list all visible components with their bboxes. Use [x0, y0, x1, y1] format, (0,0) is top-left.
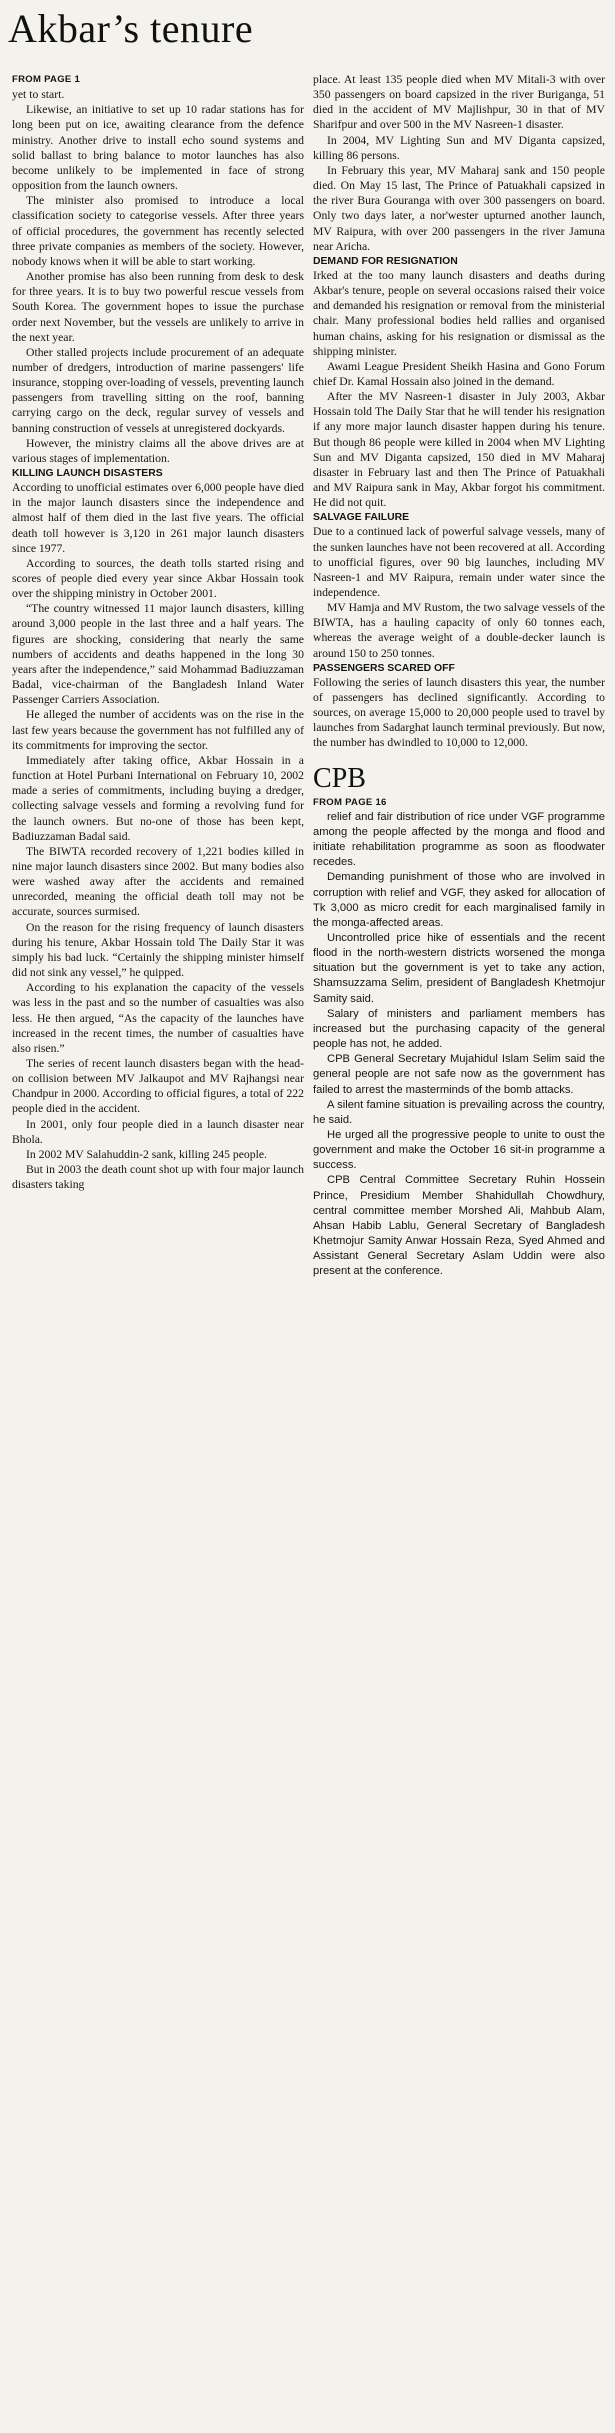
paragraph: According to sources, the death tolls started rising and scores of people died every year since Akbar Hossain took over the shipping ministry in October 2001.	[12, 556, 304, 601]
paragraph: In February this year, MV Maharaj sank and 150 people died. On May 15 last, The Prince of Patuakhali capsized in the river Bura Gouranga with over 300 passengers on board. Only two days later, a nor'wester upturned another launch, MV Raipura, with over 200 passengers in the river Jamuna near Aricha.	[313, 163, 605, 253]
paragraph: Due to a continued lack of powerful salvage vessels, many of the sunken launches have not been recovered at all. According to unofficial figures, over 90 big launches, including MV Nasreen-1 and MV Raipura, remain under water since the independence.	[313, 525, 605, 599]
paragraph: In 2001, only four people died in a launch disaster near Bhola.	[12, 1117, 304, 1146]
subhead-demand-for-resignation: DEMAND FOR RESIGNATION	[313, 255, 458, 267]
subhead-salvage-failure: SALVAGE FAILURE	[313, 512, 410, 524]
paragraph: Salary of ministers and parliament members has increased but the purchasing capacity of the general people has not, he added.	[313, 1007, 605, 1051]
cpb-body	[313, 810, 605, 1280]
paragraph: However, the ministry claims all the above drives are at various stages of implementation.	[12, 436, 304, 465]
paragraph: yet to start.	[12, 88, 65, 102]
paragraph: The minister also promised to introduce a local classification society to categorise vessels. After three years of official procedures, the government has recently selected three private companies as members of the society. However, nobody knows when it will be able to start working.	[12, 194, 304, 268]
paragraph: But in 2003 the death count shot up with four major launch disasters taking	[12, 1163, 304, 1192]
paragraph: CPB General Secretary Mujahidul Islam Selim said the general people are not safe now as the government has failed to arrest the masterminds of the bomb attacks.	[313, 1053, 605, 1096]
paragraph: On the reason for the rising frequency of launch disasters during his tenure, Akbar Hossain told The Daily Star it was simply his bad luck. “Certainly the shipping minister himself did not sink any vessel,” he quipped.	[12, 920, 304, 980]
paragraph: According to his explanation the capacity of the vessels was less in the past and so the number of casualties was also less. He then argued, “As the capacity of the launches have increased in the recent times, the number of casualties have also risen.”	[12, 981, 304, 1055]
paragraph: He alleged the number of accidents was on the rise in the last few years because the government has not fulfilled any of its commitments for improving the sector.	[12, 708, 304, 752]
dateline: FROM PAGE 1	[12, 74, 81, 85]
paragraph: Following the series of launch disasters this year, the number of passengers has declined significantly. According to sources, on average 15,000 to 20,000 people used to travel by launches from Sadarghat launch terminal previously. But now, the number has dwindled to 10,000 to 12,000.	[313, 675, 605, 750]
paragraph: The series of recent launch disasters began with the head-on collision between MV Jalkaupot and MV Rajhangsi near Chandpur in 2000. According to official figures, a total of 222 people died in the accident.	[12, 1057, 304, 1116]
paragraph: After the MV Nasreen-1 disaster in July 2003, Akbar Hossain told The Daily Star that he will tender his resignation if any more major launch disaster happen during his tenure. But though 86 people were killed in 2004 when MV Lighting Sun and MV Diganta capsized, 150 died in MV Maharaj disaster in February last and then The Prince of Patuakhali and MV Raipura sank in May, Akbar forgot his commitment. He did not quit.	[313, 390, 605, 510]
paragraph: Awami League President Sheikh Hasina and Gono Forum chief Dr. Kamal Hossain also joined in the demand.	[313, 359, 605, 388]
story-column-right	[313, 72, 605, 2427]
paragraph: MV Hamja and MV Rustom, the two salvage vessels of the BIWTA, has a hauling capacity of only 60 tonnes each, whereas the average weight of a double-decker launch is around 150 to 250 tonnes.	[313, 601, 605, 660]
paragraph: Other stalled projects include procurement of an adequate number of dredgers, introduction of marine passengers' life insurance, stopping over-loading of vessels, preventing launch passengers from travelling sitting on the roof, banning carrying cargo on the deck, regular survey of vessels and banning construction of vessels at unregistered dockyards.	[12, 345, 304, 435]
paragraph: A silent famine situation is prevailing across the country, he said.	[313, 1098, 605, 1126]
story-column-left	[12, 72, 304, 2427]
cpb-dateline: FROM PAGE 16	[313, 796, 387, 808]
cpb-story	[313, 763, 605, 1280]
paragraph: Another promise has also been running from desk to desk for three years. It is to buy two powerful rescue vessels from South Korea. The government hopes to issue the purchase order next November, but the vessels are unlikely to arrive in the next year.	[12, 270, 304, 344]
paragraph: Irked at the too many launch disasters and deaths during Akbar's tenure, people on several occasions raised their voice and demanded his resignation or removal from the ministerial chair. Many professional bodies held rallies and organised human chains, asking for his resignation or dismissal as the shipping minister.	[313, 268, 605, 358]
paragraph: According to unofficial estimates over 6,000 people have died in the major launch disasters since the independence and almost half of them died in the last five years. The official death toll however is 3,120 in 261 major launch disasters since 1977.	[12, 481, 304, 555]
paragraph: Uncontrolled price hike of essentials and the recent flood in the north-western districts worsened the monga situation but the government is yet to take any action, Shamsuzzama Selim, president of Bangladesh Khetmojur Samity said.	[313, 931, 605, 1005]
paragraph: In 2002 MV Salahuddin-2 sank, killing 245 people.	[26, 1147, 267, 1161]
paragraph: CPB Central Committee Secretary Ruhin Hossein Prince, Presidium Member Shahidullah Chowdhury, central committee member Morshed Ali, Mahbub Alam, Ahsan Habib Lablu, General Secretary of Bangladesh Khetmojur Samity Anwar Hossain Reza, Syed Ahmed and Assistant General Secretary Aslam Uddin were also present at the conference.	[313, 1174, 605, 1278]
paragraph: The BIWTA recorded recovery of 1,221 bodies killed in nine major launch disasters since 2002. But many bodies also were washed away after the accidents and remained unrecorded, meaning the official death toll may not be accurate, sources surmised.	[12, 844, 304, 919]
headline: Akbar’s tenure	[8, 6, 254, 51]
subhead-killing-launch-disasters: KILLING LAUNCH DISASTERS	[12, 468, 163, 480]
paragraph: In 2004, MV Lighting Sun and MV Diganta capsized, killing 86 persons.	[313, 133, 605, 162]
paragraph: “The country witnessed 11 major launch disasters, killing around 3,000 people in the last three and a half years. The figures are shocking, considering that nearly the same numbers of accidents and deaths happened in the long 30 years after the independence,” said Mohammad Badiuzzaman Badal, vice-chairman of the Bangladesh Inland Water Passenger Carriers Association.	[12, 602, 304, 707]
paragraph: relief and fair distribution of rice under VGF programme among the people affected by the monga and flood and initiate rehabilitation programme as soon as floodwater recedes.	[313, 810, 605, 869]
subhead-passengers-scared-off: PASSENGERS SCARED OFF	[313, 662, 455, 674]
paragraph: Immediately after taking office, Akbar Hossain in a function at Hotel Purbani International on February 10, 2002 made a series of commitments, including buying a dredger, collecting salvage vessels and forming a revolving fund for the launch owners. But no-one of those has been kept, Badiuzzaman Badal said.	[12, 753, 304, 843]
paragraph: Demanding punishment of those who are involved in corruption with relief and VGF, they asked for allocation of Tk 3,000 as micro credit for each marginalised family in the monga-affected areas.	[313, 871, 605, 929]
paragraph: place. At least 135 people died when MV Mitali-3 with over 350 passengers on board capsized in the river Buriganga, 51 died in the accident of MV Majlishpur, 30 in that of MV Sharifpur and over 500 in the MV Nasreen-1 disaster.	[313, 73, 605, 132]
cpb-heading: CPB	[313, 762, 366, 794]
paragraph: He urged all the progressive people to unite to oust the government and make the October 16 sit-in programme a success.	[313, 1129, 605, 1172]
paragraph: Likewise, an initiative to set up 10 radar stations has for long been put on ice, awaiting clearance from the defence ministry. Another drive to install echo sound systems and solid ballast to bring balance to motor launches has also become unlikely to be implemented in face of strong opposition from the launch owners.	[12, 103, 304, 193]
